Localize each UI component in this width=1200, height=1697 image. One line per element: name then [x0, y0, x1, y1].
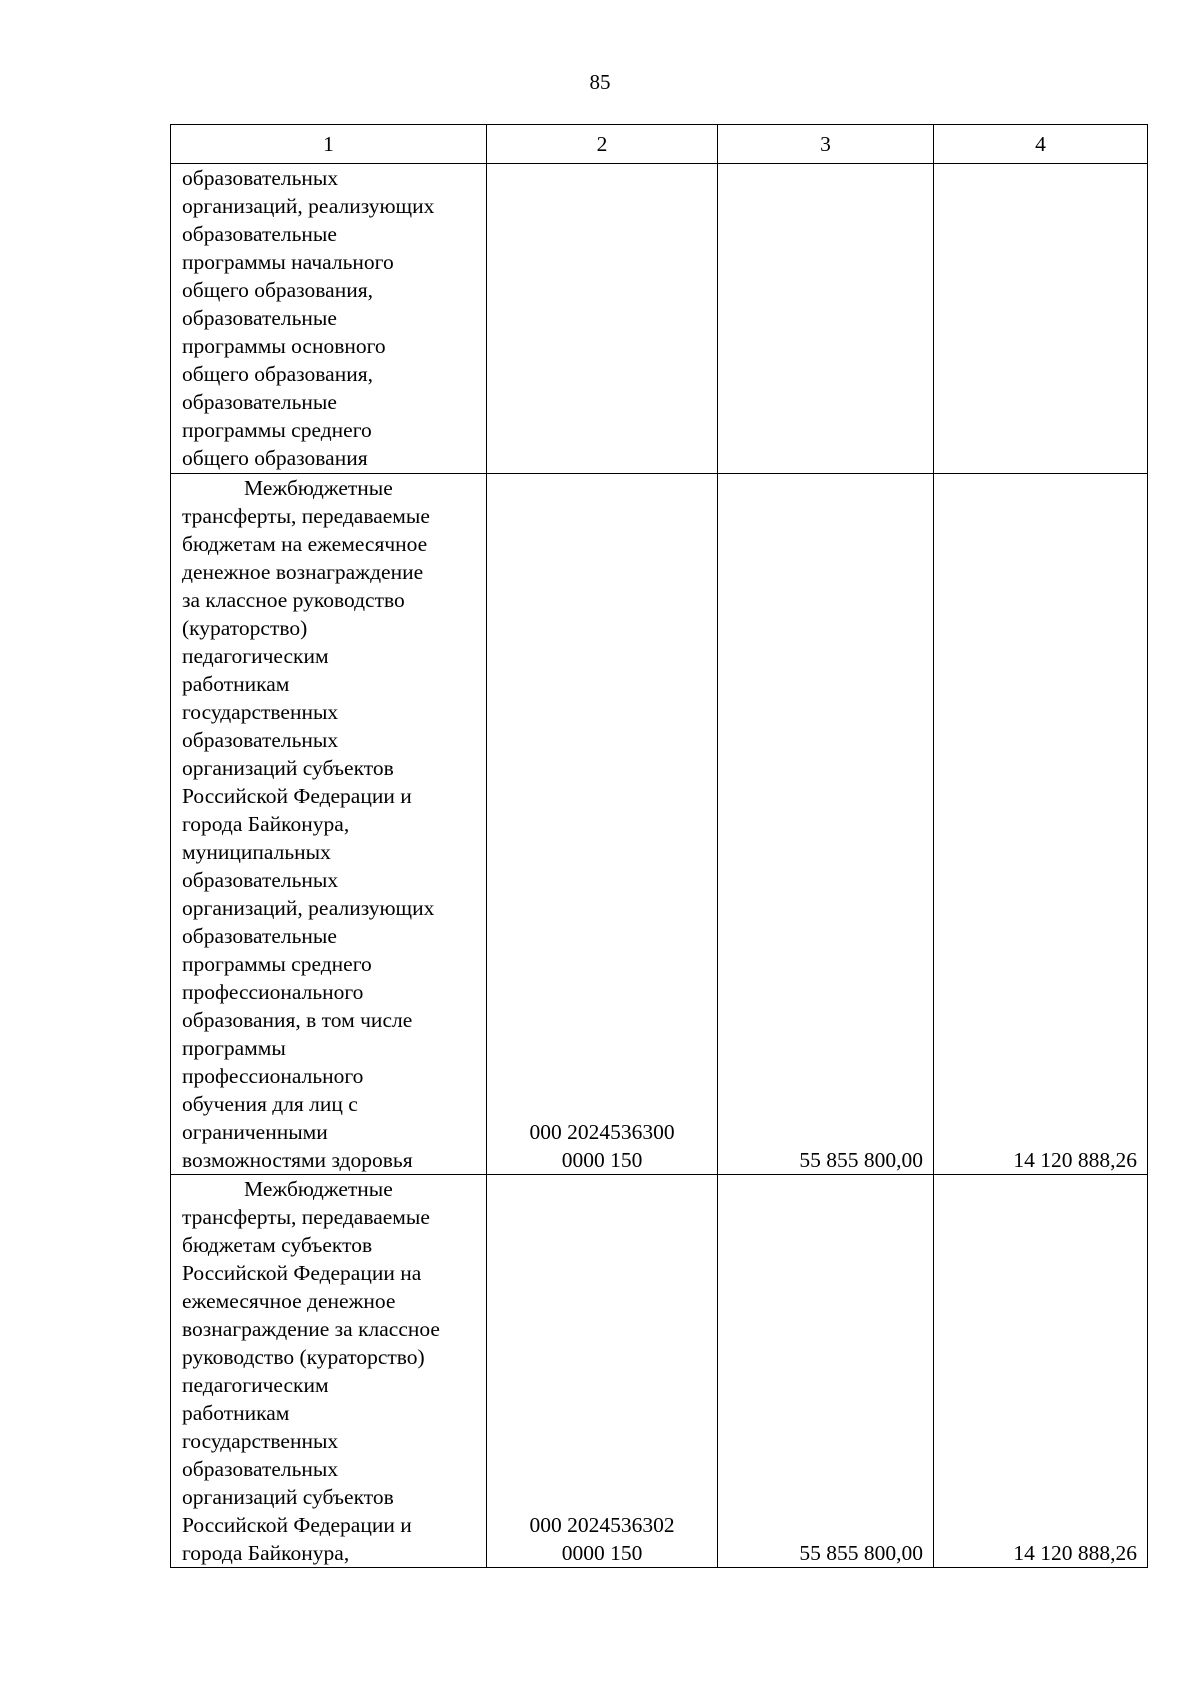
- row-plan-cell: 55 855 800,00: [718, 474, 934, 1175]
- table-row: [171, 1175, 1148, 1568]
- row-fact-cell: [934, 164, 1148, 474]
- column-header-1: 1: [171, 125, 487, 164]
- row-code-cell: 000 2024536300 0000 150: [487, 474, 718, 1175]
- row-code-cell: [487, 164, 718, 474]
- page-number: 85: [589, 70, 611, 94]
- table-row: [171, 164, 1148, 474]
- column-header-2: 2: [487, 125, 718, 164]
- row-name-cell: образовательных организаций, реализующих образовательные программы начального общего образования, образовательные программы основного общего образования, образовательные программы среднего общего образования: [171, 164, 487, 474]
- row-fact-cell: 14 120 888,26: [934, 1175, 1148, 1568]
- row-plan-cell: 55 855 800,00: [718, 1175, 934, 1568]
- row-name-text: Межбюджетные трансферты, передаваемые бюджетам субъектов Российской Федерации на ежемесячное денежное вознаграждение за классное руководство (кураторство) педагогическим работникам государственных образовательных организаций субъектов Российской Федерации и города Байконура,: [182, 1177, 440, 1565]
- table-header-row: [171, 125, 1148, 164]
- row-name-cell: [171, 474, 487, 1175]
- row-name-text: Межбюджетные трансферты, передаваемые бюджетам на ежемесячное денежное вознаграждение за классное руководство (кураторство) педагогическим работникам государственных образовательных организаций субъектов Российской Федерации и города Байконура, муниципальных образовательных организаций, реализующих образовательные программы среднего профессионального образования, в том числе программы профессионального обучения для лиц с ограниченными возможностями здоровья: [182, 476, 435, 1172]
- row-code-cell: 000 2024536302 0000 150: [487, 1175, 718, 1568]
- column-header-3: 3: [718, 125, 934, 164]
- row-plan-cell: [718, 164, 934, 474]
- budget-table: [170, 124, 1148, 1568]
- table-row: [171, 474, 1148, 1175]
- row-name-cell: [171, 1175, 487, 1568]
- row-fact-cell: 14 120 888,26: [934, 474, 1148, 1175]
- column-header-4: 4: [934, 125, 1148, 164]
